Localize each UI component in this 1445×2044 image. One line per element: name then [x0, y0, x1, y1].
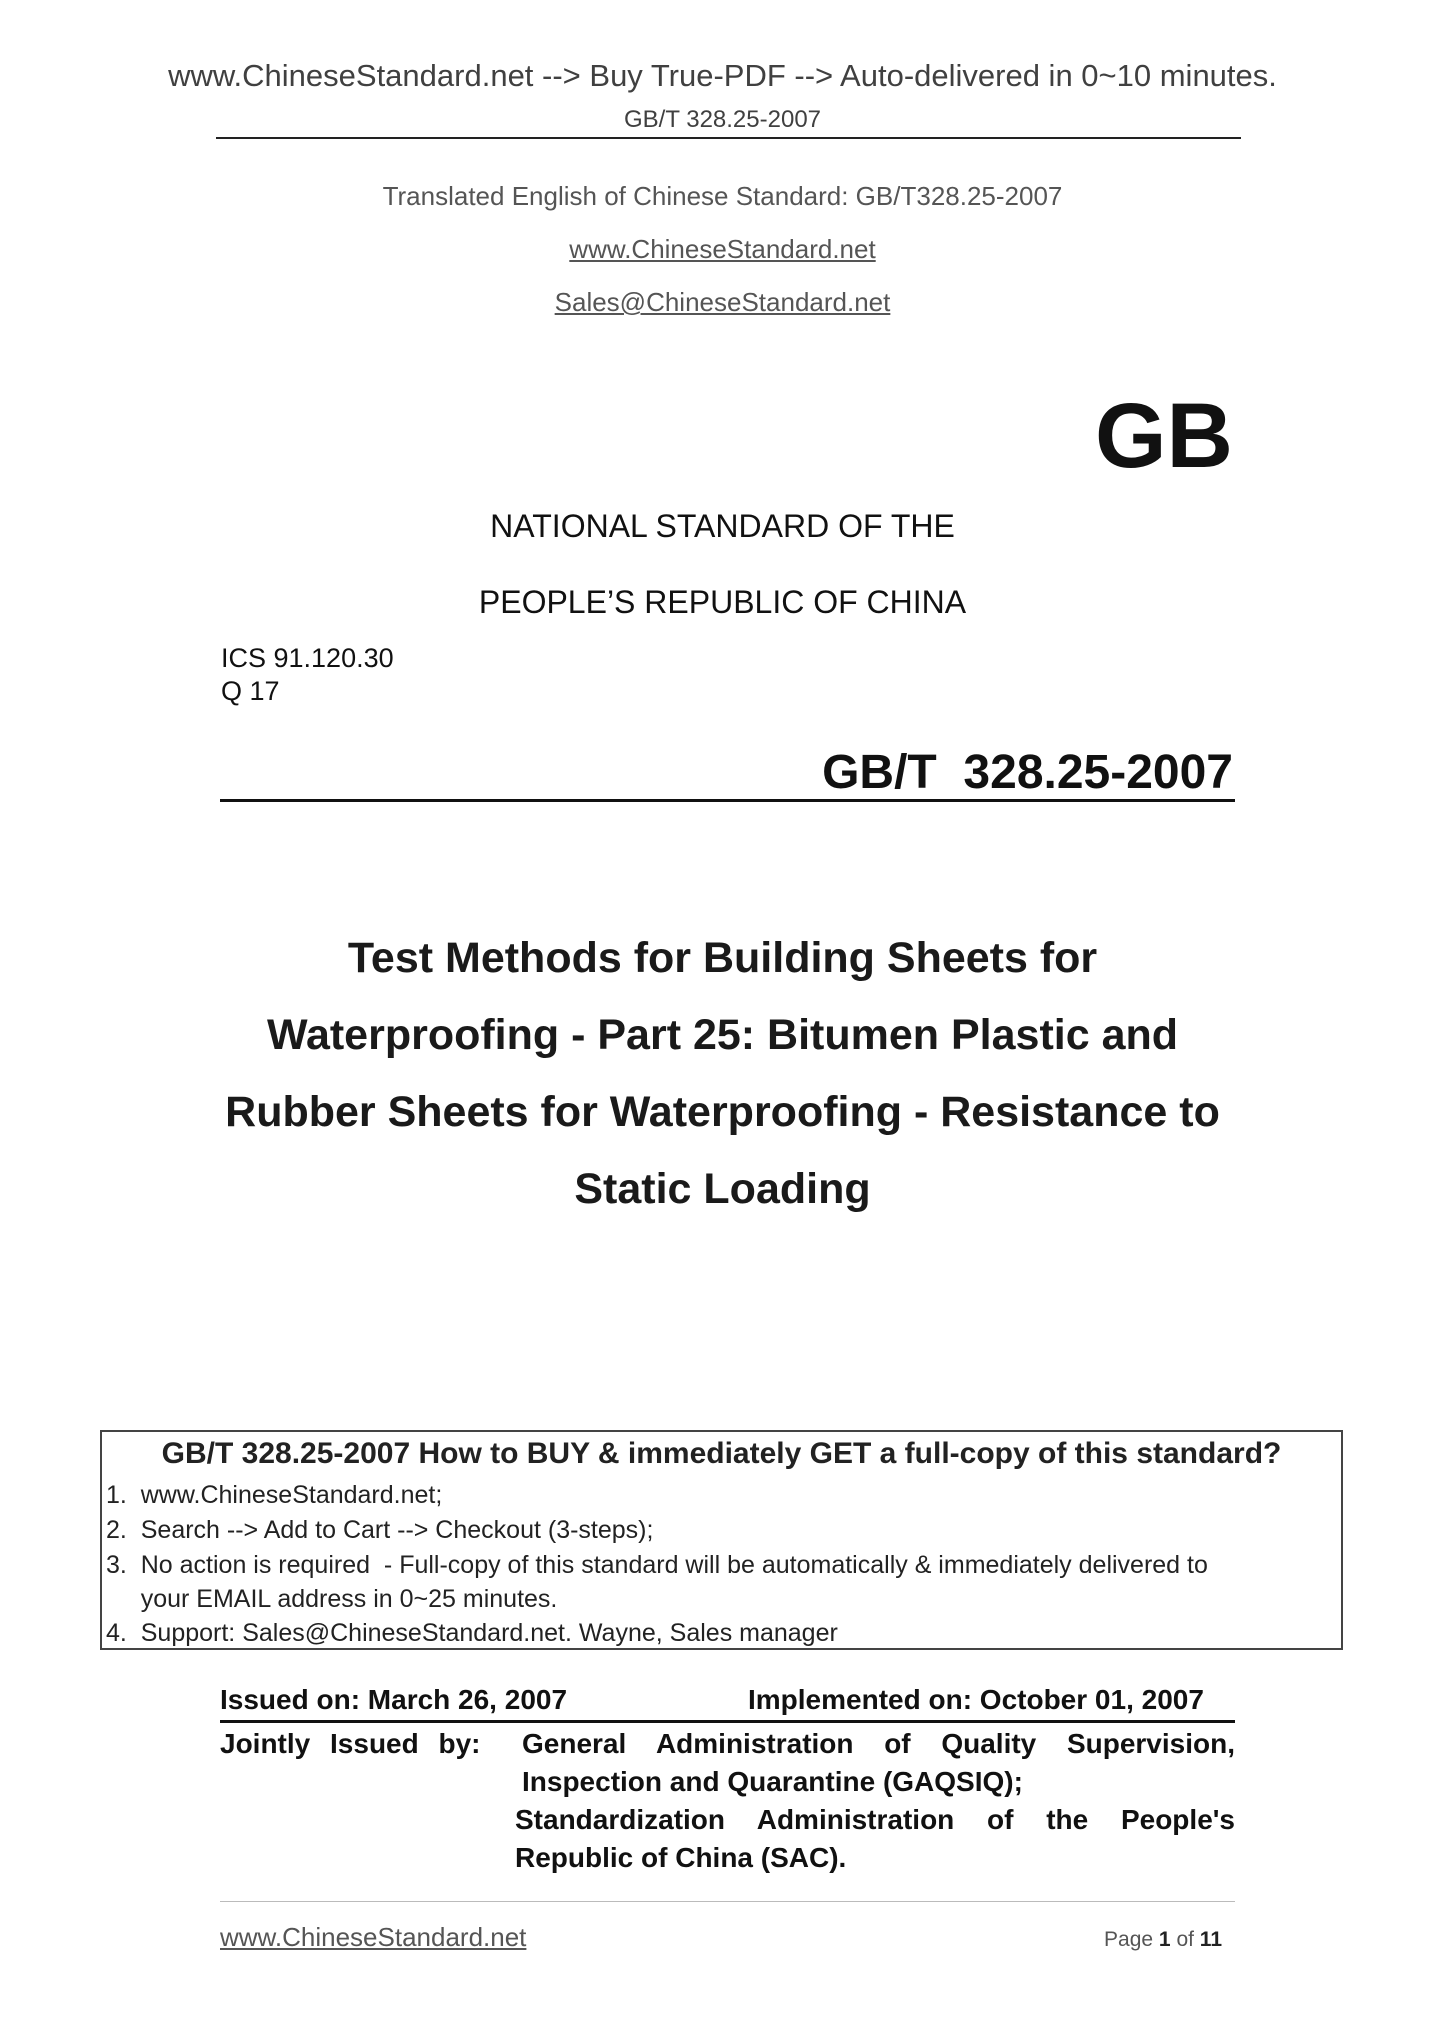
sales-email-link[interactable]: Sales@ChineseStandard.net: [554, 287, 891, 317]
implemented-date: Implemented on: October 01, 2007: [748, 1684, 1204, 1715]
page-current: 1: [1158, 1928, 1171, 1951]
purchase-step: 2. Search --> Add to Cart --> Checkout (3-steps);: [106, 1516, 654, 1544]
issuer-gaqsiq-line1: General Administration of Quality Supervision,: [522, 1728, 1235, 1759]
national-standard-line2: PEOPLE’S REPUBLIC OF CHINA: [478, 584, 967, 620]
footer-website-link[interactable]: www.ChineseStandard.net: [220, 1922, 527, 1952]
issuer-sac-line2: Republic of China (SAC).: [515, 1842, 847, 1873]
header-divider: [216, 137, 1241, 139]
top-banner: www.ChineseStandard.net --> Buy True-PDF --> Auto-delivered in 0~10 minutes.: [168, 58, 1277, 93]
gb-mark: GB: [1095, 385, 1233, 487]
standard-number: GB/T 328.25-2007: [822, 746, 1233, 799]
issued-date: Issued on: March 26, 2007: [220, 1684, 568, 1715]
ics-code: ICS 91.120.30: [221, 643, 394, 673]
purchase-step-continued: your EMAIL address in 0~25 minutes.: [106, 1585, 558, 1613]
purchase-step: 1. www.ChineseStandard.net;: [106, 1481, 443, 1509]
translated-note: Translated English of Chinese Standard: GB/T328.25-2007: [382, 181, 1063, 211]
issuer-gaqsiq-line2: Inspection and Quarantine (GAQSIQ);: [522, 1766, 1023, 1797]
header-doc-code: GB/T 328.25-2007: [623, 106, 822, 133]
title-line: Test Methods for Building Sheets for: [347, 934, 1098, 982]
page-number: Page 1 of 11: [1104, 1928, 1222, 1951]
purchase-info-box: [100, 1430, 1343, 1650]
purchase-box-heading: GB/T 328.25-2007 How to BUY & immediately GET a full-copy of this standard?: [161, 1437, 1282, 1470]
page-total: 11: [1199, 1928, 1222, 1951]
issuer-sac-line1: Standardization Administration of the People's: [515, 1804, 1235, 1835]
footer-divider: [220, 1901, 1235, 1902]
purchase-step: 4. Support: Sales@ChineseStandard.net. Wayne, Sales manager: [106, 1619, 838, 1647]
purchase-step: 3. No action is required - Full-copy of this standard will be automatically & immediately delivered to: [106, 1551, 1208, 1579]
jointly-issued-label: Jointly Issued by:: [220, 1728, 481, 1759]
issue-rule: [220, 1720, 1235, 1723]
standard-number-rule: [220, 799, 1235, 802]
document-title: [190, 920, 1255, 1228]
national-standard-line1: NATIONAL STANDARD OF THE: [490, 508, 955, 544]
website-link[interactable]: www.ChineseStandard.net: [569, 234, 876, 264]
title-line: Rubber Sheets for Waterproofing - Resistance to: [225, 1088, 1220, 1136]
title-line: Static Loading: [574, 1165, 871, 1213]
ccs-code: Q 17: [221, 676, 280, 706]
title-line: Waterproofing - Part 25: Bitumen Plastic and: [266, 1011, 1179, 1059]
